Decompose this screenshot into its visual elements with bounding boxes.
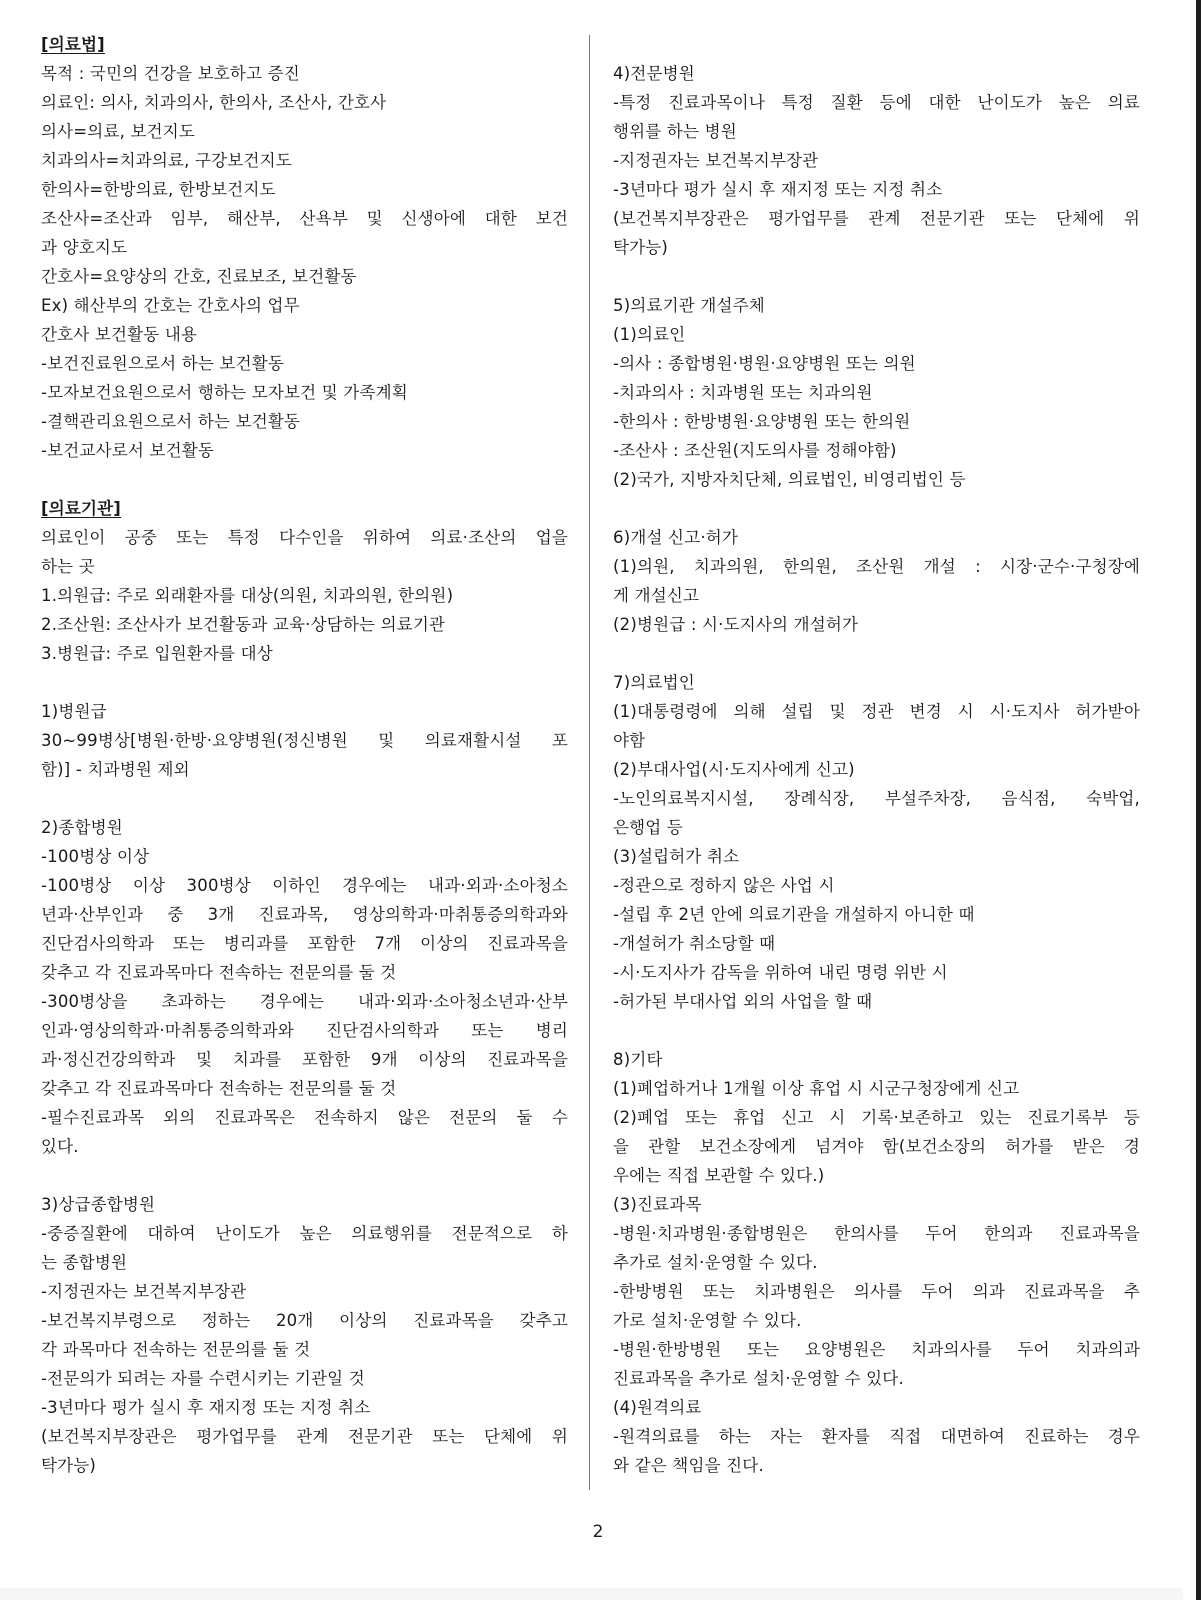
text-line: 의사=의료, 보건지도 xyxy=(41,122,196,141)
text-line: 갖추고 각 진료과목마다 전속하는 전문의를 둘 것 xyxy=(41,963,397,982)
text-line: -결핵관리요원으로서 하는 보건활동 xyxy=(41,412,301,431)
text-line: -지정권자는 보건복지부장관 xyxy=(613,151,819,170)
text-line: -개설허가 취소당할 때 xyxy=(613,934,776,953)
section-heading: [의료기관] xyxy=(41,499,122,518)
blank-line xyxy=(613,262,1140,291)
text-line: 2.조산원: 조산사가 보건활동과 교육·상담하는 의료기관 xyxy=(41,615,446,634)
text-line: (2)부대사업(시·도지사에게 신고) xyxy=(613,760,855,779)
blank-line xyxy=(613,30,1140,59)
text-line: 7)의료법인 xyxy=(613,673,695,692)
text-line: 하는 곳 xyxy=(41,557,95,576)
text-line: (보건복지부장관은 평가업무를 관계 전문기관 또는 단체에 위 xyxy=(613,209,1140,228)
blank-line xyxy=(41,668,568,697)
text-line: 와 같은 책임을 진다. xyxy=(613,1456,764,1475)
text-line: -의사 : 종합병원·병원·요양병원 또는 의원 xyxy=(613,354,916,373)
text-line: 을 관할 보건소장에게 넘겨야 함(보건소장의 허가를 받은 경 xyxy=(613,1137,1140,1156)
text-line: 진료과목을 추가로 설치·운영할 수 있다. xyxy=(613,1369,904,1388)
text-line: -허가된 부대사업 외의 사업을 할 때 xyxy=(613,992,873,1011)
text-line: -병원·치과병원·종합병원은 한의사를 두어 한의과 진료과목을 xyxy=(613,1224,1140,1243)
text-line: 있다. xyxy=(41,1137,79,1156)
text-line: -300병상을 초과하는 경우에는 내과·외과·소아청소년과·산부 xyxy=(41,992,568,1011)
text-line: 행위를 하는 병원 xyxy=(613,122,737,141)
text-line: -보건복지부령으로 정하는 20개 이상의 진료과목을 갖추고 xyxy=(41,1311,568,1330)
text-line: 가로 설치·운영할 수 있다. xyxy=(613,1311,802,1330)
text-line: (3)진료과목 xyxy=(613,1195,702,1214)
blank-line xyxy=(613,1016,1140,1045)
text-line: -지정권자는 보건복지부장관 xyxy=(41,1282,247,1301)
text-line: 3)상급종합병원 xyxy=(41,1195,156,1214)
text-line: 5)의료기관 개설주체 xyxy=(613,296,765,315)
text-line: (1)의원, 치과의원, 한의원, 조산원 개설 : 시장·군수·구청장에 xyxy=(613,557,1140,576)
text-line: -조산사 : 조산원(지도의사를 정해야함) xyxy=(613,441,897,460)
text-line: 8)기타 xyxy=(613,1050,663,1069)
text-line: -100병상 이상 300병상 이하인 경우에는 내과·외과·소아청소 xyxy=(41,876,568,895)
text-line: 치과의사=치과의료, 구강보건지도 xyxy=(41,151,292,170)
blank-line xyxy=(613,639,1140,668)
text-line: (1)대통령령에 의해 설립 및 정관 변경 시 시·도지사 허가받아 xyxy=(613,702,1140,721)
text-line: 우에는 직접 보관할 수 있다.) xyxy=(613,1166,825,1185)
page-bottom-edge xyxy=(0,1588,1183,1600)
text-line: 3.병원급: 주로 입원환자를 대상 xyxy=(41,644,273,663)
text-line: 2)종합병원 xyxy=(41,818,123,837)
text-line: 조산사=조산과 임부, 해산부, 산욕부 및 신생아에 대한 보건 xyxy=(41,209,568,228)
section-heading: [의료법] xyxy=(41,35,105,54)
text-line: 목적 : 국민의 건강을 보호하고 증진 xyxy=(41,64,300,83)
text-line: 30~99병상[병원·한방·요양병원(정신병원 및 의료재활시설 포 xyxy=(41,731,568,750)
text-line: (1)폐업하거나 1개월 이상 휴업 시 시군구청장에게 신고 xyxy=(613,1079,1020,1098)
text-line: 함)] - 치과병원 제외 xyxy=(41,760,190,779)
text-line: (보건복지부장관은 평가업무를 관계 전문기관 또는 단체에 위 xyxy=(41,1427,568,1446)
text-line: 한의사=한방의료, 한방보건지도 xyxy=(41,180,276,199)
text-line: 는 종합병원 xyxy=(41,1253,128,1272)
text-line: 야함 xyxy=(613,731,646,750)
text-line: 각 과목마다 전속하는 전문의를 둘 것 xyxy=(41,1340,311,1359)
text-line: -병원·한방병원 또는 요양병원은 치과의사를 두어 치과의과 xyxy=(613,1340,1140,1359)
text-line: 게 개설신고 xyxy=(613,586,700,605)
text-line: (2)폐업 또는 휴업 신고 시 기록·보존하고 있는 진료기록부 등 xyxy=(613,1108,1140,1127)
text-line: 간호사 보건활동 내용 xyxy=(41,325,198,344)
text-line: 갖추고 각 진료과목마다 전속하는 전문의를 둘 것 xyxy=(41,1079,397,1098)
text-line: Ex) 해산부의 간호는 간호사의 업무 xyxy=(41,296,300,315)
right-column xyxy=(613,30,1140,1480)
text-line: -한의사 : 한방병원·요양병원 또는 한의원 xyxy=(613,412,911,431)
blank-line xyxy=(41,784,568,813)
text-line: 년과·산부인과 중 3개 진료과목, 영상의학과·마취통증의학과와 xyxy=(41,905,568,924)
blank-line xyxy=(613,494,1140,523)
text-line: -정관으로 정하지 않은 사업 시 xyxy=(613,876,835,895)
text-line: -100병상 이상 xyxy=(41,847,150,866)
text-line: -3년마다 평가 실시 후 재지정 또는 지정 취소 xyxy=(613,180,943,199)
text-line: 의료인: 의사, 치과의사, 한의사, 조산사, 간호사 xyxy=(41,93,387,112)
text-line: 인과·영상의학과·마취통증의학과와 진단검사의학과 또는 병리 xyxy=(41,1021,568,1040)
text-line: -보건교사로서 보건활동 xyxy=(41,441,214,460)
text-line: -필수진료과목 외의 진료과목은 전속하지 않은 전문의 둘 수 xyxy=(41,1108,568,1127)
text-line: -원격의료를 하는 자는 환자를 직접 대면하여 진료하는 경우 xyxy=(613,1427,1140,1446)
text-line: -모자보건요원으로서 행하는 모자보건 및 가족계획 xyxy=(41,383,408,402)
text-line: 6)개설 신고·허가 xyxy=(613,528,739,547)
page-number: 2 xyxy=(592,1522,604,1542)
text-line: 과 양호지도 xyxy=(41,238,128,257)
text-line: 탁가능) xyxy=(613,238,669,257)
text-line: -특정 진료과목이나 특정 질환 등에 대한 난이도가 높은 의료 xyxy=(613,93,1140,112)
text-line: -노인의료복지시설, 장례식장, 부설주차장, 음식점, 숙박업, xyxy=(613,789,1140,808)
text-line: 1)병원급 xyxy=(41,702,107,721)
blank-line xyxy=(41,1161,568,1190)
text-line: 간호사=요양상의 간호, 진료보조, 보건활동 xyxy=(41,267,357,286)
text-line: 탁가능) xyxy=(41,1456,97,1475)
text-line: (4)원격의료 xyxy=(613,1398,702,1417)
text-line: (1)의료인 xyxy=(613,325,686,344)
text-line: (2)국가, 지방자치단체, 의료법인, 비영리법인 등 xyxy=(613,470,966,489)
text-line: -3년마다 평가 실시 후 재지정 또는 지정 취소 xyxy=(41,1398,371,1417)
left-column xyxy=(41,30,568,1480)
text-line: (2)병원급 : 시·도지사의 개설허가 xyxy=(613,615,859,634)
text-line: -전문의가 되려는 자를 수련시키는 기관일 것 xyxy=(41,1369,365,1388)
column-divider xyxy=(589,35,590,1490)
text-line: 4)전문병원 xyxy=(613,64,695,83)
text-line: 추가로 설치·운영할 수 있다. xyxy=(613,1253,818,1272)
blank-line xyxy=(41,465,568,494)
text-line: 진단검사의학과 또는 병리과를 포함한 7개 이상의 진료과목을 xyxy=(41,934,568,953)
text-line: -설립 후 2년 안에 의료기관을 개설하지 아니한 때 xyxy=(613,905,975,924)
viewer-right-edge xyxy=(1196,0,1201,1600)
text-line: -한방병원 또는 치과병원은 의사를 두어 의과 진료과목을 추 xyxy=(613,1282,1140,1301)
text-line: (3)설립허가 취소 xyxy=(613,847,740,866)
text-line: -시·도지사가 감독을 위하여 내린 명령 위반 시 xyxy=(613,963,948,982)
text-line: 과·정신건강의학과 및 치과를 포함한 9개 이상의 진료과목을 xyxy=(41,1050,568,1069)
text-line: 은행업 등 xyxy=(613,818,684,837)
text-line: -치과의사 : 치과병원 또는 치과의원 xyxy=(613,383,873,402)
text-line: -중증질환에 대하여 난이도가 높은 의료행위를 전문적으로 하 xyxy=(41,1224,568,1243)
text-line: 1.의원급: 주로 외래환자를 대상(의원, 치과의원, 한의원) xyxy=(41,586,454,605)
text-line: 의료인이 공중 또는 특정 다수인을 위하여 의료·조산의 업을 xyxy=(41,528,568,547)
text-line: -보건진료원으로서 하는 보건활동 xyxy=(41,354,284,373)
